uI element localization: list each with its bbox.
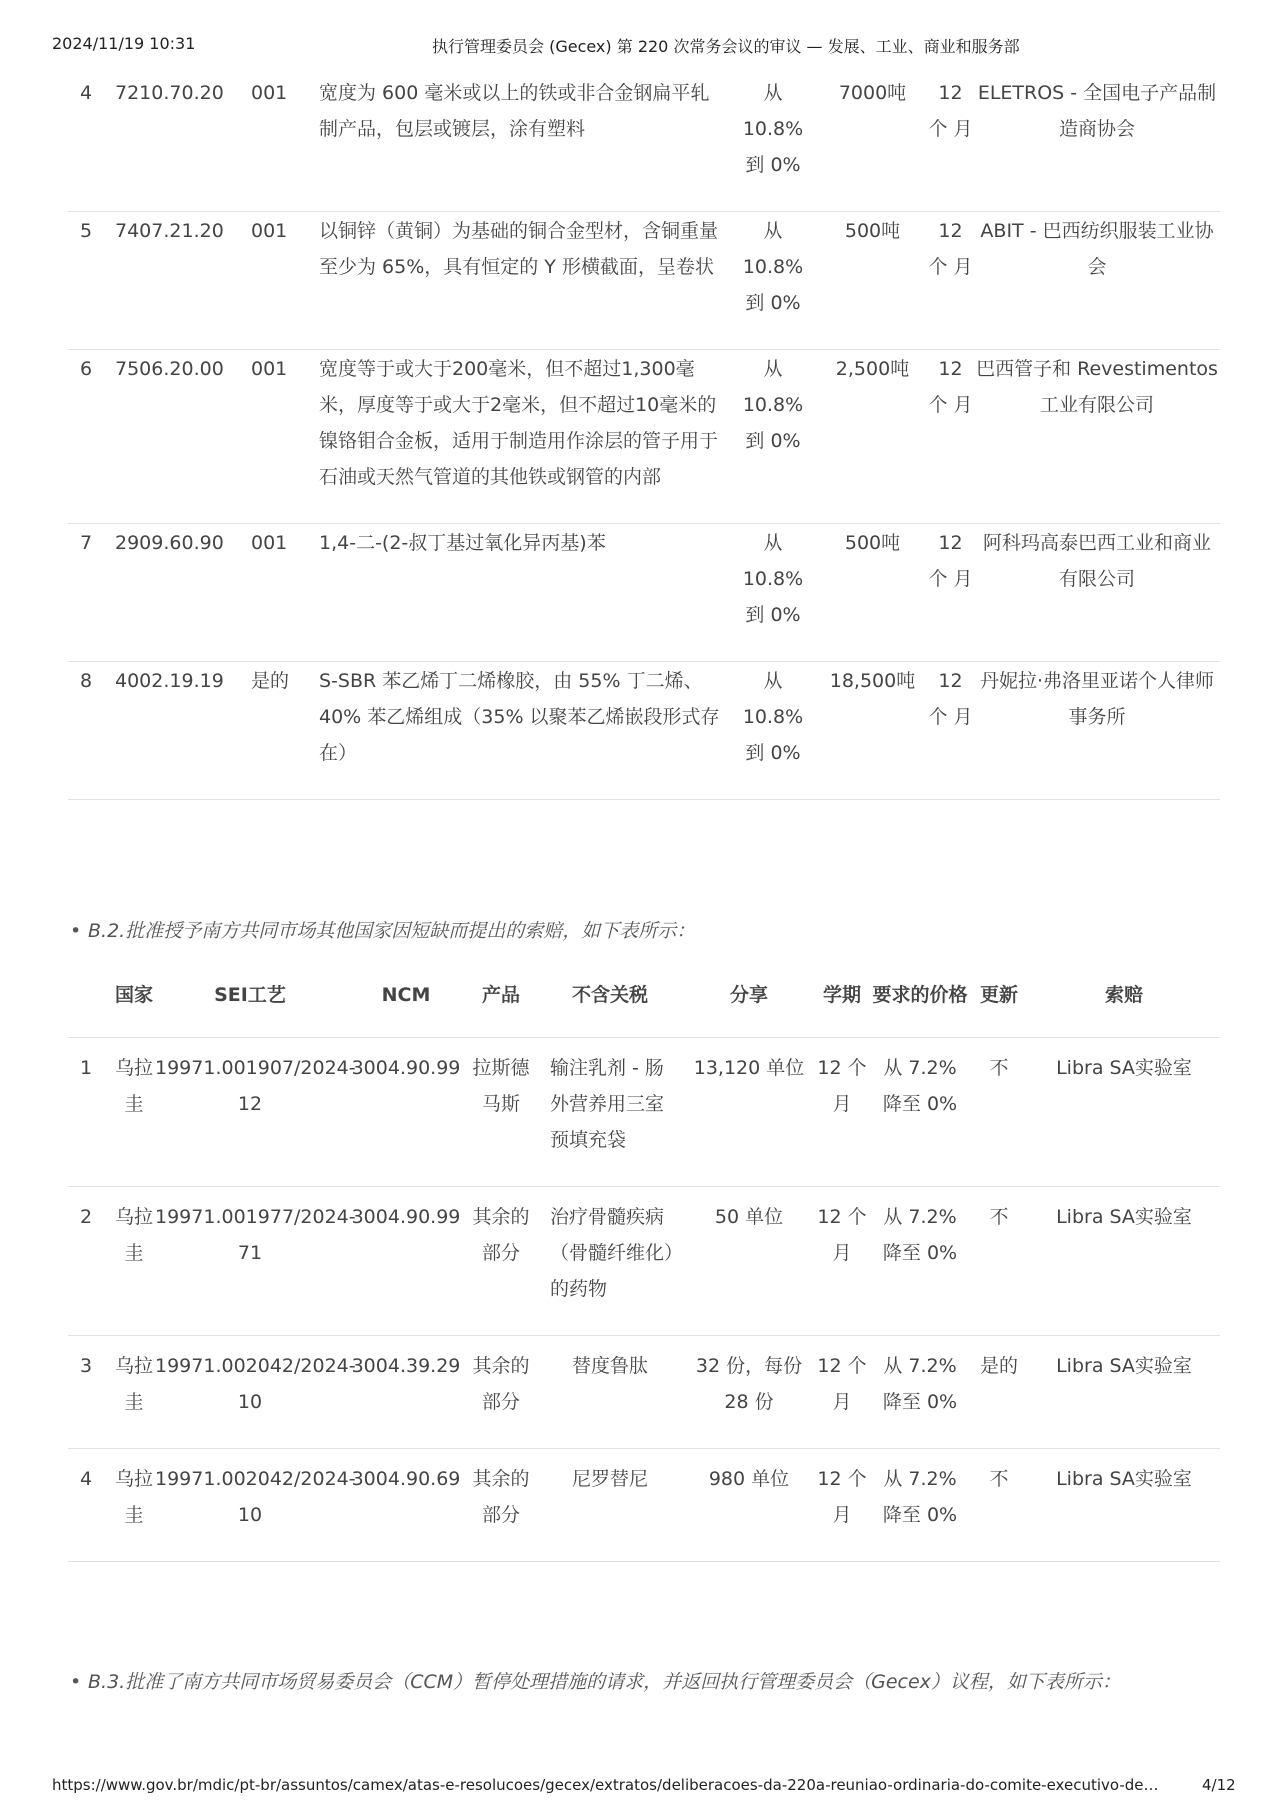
- quota: 2,500吨: [808, 350, 918, 524]
- product-description: S-SBR 苯乙烯丁二烯橡胶，由 55% 丁二烯、40% 苯乙烯组成（35% 以聚苯乙烯嵌段形式存在）: [318, 662, 738, 800]
- tariff-rate: 从 10.8% 到 0%: [738, 662, 808, 800]
- product-description: 宽度等于或大于200毫米，但不超过1,300毫米，厚度等于或大于2毫米，但不超过10毫米的镍铬钼合金板，适用于制造用作涂层的管子用于石油或天然气管道的其他铁或钢管的内部: [318, 350, 738, 524]
- print-datetime: 2024/11/19 10:31: [52, 34, 196, 53]
- applicant: ABIT - 巴西纺织服装工业协会: [974, 212, 1220, 350]
- requested-rate: 从 7.2% 降至 0%: [870, 1449, 970, 1562]
- applicant: Libra SA实验室: [1028, 1187, 1220, 1336]
- applicant: 巴西管子和 Revestimentos 工业有限公司: [974, 350, 1220, 524]
- renewal: 不: [970, 1449, 1028, 1562]
- product: 其余的部分: [466, 1449, 536, 1562]
- period: 12 个 月: [918, 74, 974, 212]
- tariff-table-b1: [68, 74, 1220, 800]
- ncm-code: 3004.90.69: [346, 1449, 466, 1562]
- row-index: 8: [68, 662, 114, 800]
- table-row: [68, 1038, 1220, 1187]
- share: 32 份，每份 28 份: [684, 1336, 814, 1449]
- tariff-rate: 从 10.8% 到 0%: [738, 350, 808, 524]
- renewal: 不: [970, 1187, 1028, 1336]
- header-product: 产品: [466, 976, 536, 1038]
- section-b3-label: B.3.批准了南方共同市场贸易委员会（CCM）暂停处理措施的请求，并返回执行管理委员会（Gecex）议程，如下表所示：: [88, 1671, 1121, 1693]
- table-row: [68, 350, 1220, 524]
- section-b2-label: B.2.批准授予南方共同市场其他国家因短缺而提出的索赔，如下表所示：: [88, 920, 696, 942]
- applicant: 丹妮拉·弗洛里亚诺个人律师事务所: [974, 662, 1220, 800]
- header-ex: 不含关税: [536, 976, 684, 1038]
- bullet-dot-icon: •: [70, 1671, 82, 1693]
- tariff-rate: 从 10.8% 到 0%: [738, 74, 808, 212]
- source-url: https://www.gov.br/mdic/pt-br/assuntos/camex/atas-e-resolucoes/gecex/extratos/deliberacoes-da-220a-reuniao-ordinaria-do-comite-executivo-de…: [52, 1776, 1159, 1794]
- quota: 500吨: [808, 212, 918, 350]
- header-period: 学期: [814, 976, 870, 1038]
- sei-process: 19971.001977/2024-71: [154, 1187, 346, 1336]
- ex-number: 001: [250, 212, 318, 350]
- product: 其余的部分: [466, 1187, 536, 1336]
- section-b2-text: [70, 913, 1218, 949]
- ncm-code: 3004.90.99: [346, 1038, 466, 1187]
- table-header-row: [68, 976, 1220, 1038]
- country: 乌拉圭: [114, 1187, 154, 1336]
- row-index: 2: [68, 1187, 114, 1336]
- ex-description: 治疗骨髓疾病（骨髓纤维化）的药物: [536, 1187, 684, 1336]
- sei-process: 19971.002042/2024-10: [154, 1449, 346, 1562]
- page-title: 执行管理委员会 (Gecex) 第 220 次常务会议的审议 — 发展、工业、商业和服务部: [432, 37, 1020, 56]
- period: 12 个 月: [814, 1336, 870, 1449]
- table-row: [68, 662, 1220, 800]
- ex-number: 001: [250, 350, 318, 524]
- period: 12 个 月: [918, 212, 974, 350]
- quota: 500吨: [808, 524, 918, 662]
- country: 乌拉圭: [114, 1038, 154, 1187]
- row-index: 4: [68, 74, 114, 212]
- header-ncm: NCM: [346, 976, 466, 1038]
- row-index: 7: [68, 524, 114, 662]
- country: 乌拉圭: [114, 1336, 154, 1449]
- ncm-code: 3004.90.99: [346, 1187, 466, 1336]
- requested-rate: 从 7.2% 降至 0%: [870, 1038, 970, 1187]
- table-row: [68, 1449, 1220, 1562]
- applicant: ELETROS - 全国电子产品制造商协会: [974, 74, 1220, 212]
- ncm-code: 2909.60.90: [114, 524, 250, 662]
- tariff-rate: 从 10.8% 到 0%: [738, 212, 808, 350]
- page-number: 4/12: [1202, 1776, 1236, 1794]
- row-index: 1: [68, 1038, 114, 1187]
- table-row: [68, 212, 1220, 350]
- renewal: 不: [970, 1038, 1028, 1187]
- quota: 18,500吨: [808, 662, 918, 800]
- ncm-code: 4002.19.19: [114, 662, 250, 800]
- ex-number: 001: [250, 524, 318, 662]
- applicant: Libra SA实验室: [1028, 1336, 1220, 1449]
- ex-description: 替度鲁肽: [536, 1336, 684, 1449]
- ex-number: 是的: [250, 662, 318, 800]
- ex-description: 输注乳剂 - 肠外营养用三室预填充袋: [536, 1038, 684, 1187]
- row-index: 4: [68, 1449, 114, 1562]
- header-sei: SEI工艺: [154, 976, 346, 1038]
- share: 50 单位: [684, 1187, 814, 1336]
- header-country: 国家: [114, 976, 154, 1038]
- ncm-code: 7407.21.20: [114, 212, 250, 350]
- period: 12 个 月: [918, 350, 974, 524]
- period: 12 个 月: [814, 1038, 870, 1187]
- row-index: 6: [68, 350, 114, 524]
- product-description: 以铜锌（黄铜）为基础的铜合金型材，含铜重量至少为 65%，具有恒定的 Y 形横截面，呈卷状: [318, 212, 738, 350]
- quota: 7000吨: [808, 74, 918, 212]
- section-b3-text: [70, 1664, 1198, 1700]
- table-row: [68, 1336, 1220, 1449]
- requested-rate: 从 7.2% 降至 0%: [870, 1187, 970, 1336]
- product-description: 宽度为 600 毫米或以上的铁或非合金钢扁平轧制产品，包层或镀层，涂有塑料: [318, 74, 738, 212]
- sei-process: 19971.001907/2024-12: [154, 1038, 346, 1187]
- ncm-code: 3004.39.29: [346, 1336, 466, 1449]
- country: 乌拉圭: [114, 1449, 154, 1562]
- applicant: Libra SA实验室: [1028, 1038, 1220, 1187]
- bullet-dot-icon: •: [70, 920, 82, 942]
- ex-number: 001: [250, 74, 318, 212]
- tariff-rate: 从 10.8% 到 0%: [738, 524, 808, 662]
- product-description: 1,4-二-(2-叔丁基过氧化异丙基)苯: [318, 524, 738, 662]
- applicant: Libra SA实验室: [1028, 1449, 1220, 1562]
- claims-table-b2: [68, 976, 1220, 1562]
- requested-rate: 从 7.2% 降至 0%: [870, 1336, 970, 1449]
- ncm-code: 7506.20.00: [114, 350, 250, 524]
- period: 12 个 月: [814, 1449, 870, 1562]
- header-index: [68, 976, 114, 1038]
- header-applicant: 索赔: [1028, 976, 1220, 1038]
- period: 12 个 月: [918, 524, 974, 662]
- table-row: [68, 1187, 1220, 1336]
- product: 其余的部分: [466, 1336, 536, 1449]
- product: 拉斯德马斯: [466, 1038, 536, 1187]
- header-share: 分享: [684, 976, 814, 1038]
- header-rate: 要求的价格: [870, 976, 970, 1038]
- row-index: 3: [68, 1336, 114, 1449]
- period: 12 个 月: [918, 662, 974, 800]
- period: 12 个 月: [814, 1187, 870, 1336]
- row-index: 5: [68, 212, 114, 350]
- ex-description: 尼罗替尼: [536, 1449, 684, 1562]
- share: 13,120 单位: [684, 1038, 814, 1187]
- ncm-code: 7210.70.20: [114, 74, 250, 212]
- renewal: 是的: [970, 1336, 1028, 1449]
- table-row: [68, 74, 1220, 212]
- applicant: 阿科玛高泰巴西工业和商业有限公司: [974, 524, 1220, 662]
- table-row: [68, 524, 1220, 662]
- share: 980 单位: [684, 1449, 814, 1562]
- sei-process: 19971.002042/2024-10: [154, 1336, 346, 1449]
- header-renew: 更新: [970, 976, 1028, 1038]
